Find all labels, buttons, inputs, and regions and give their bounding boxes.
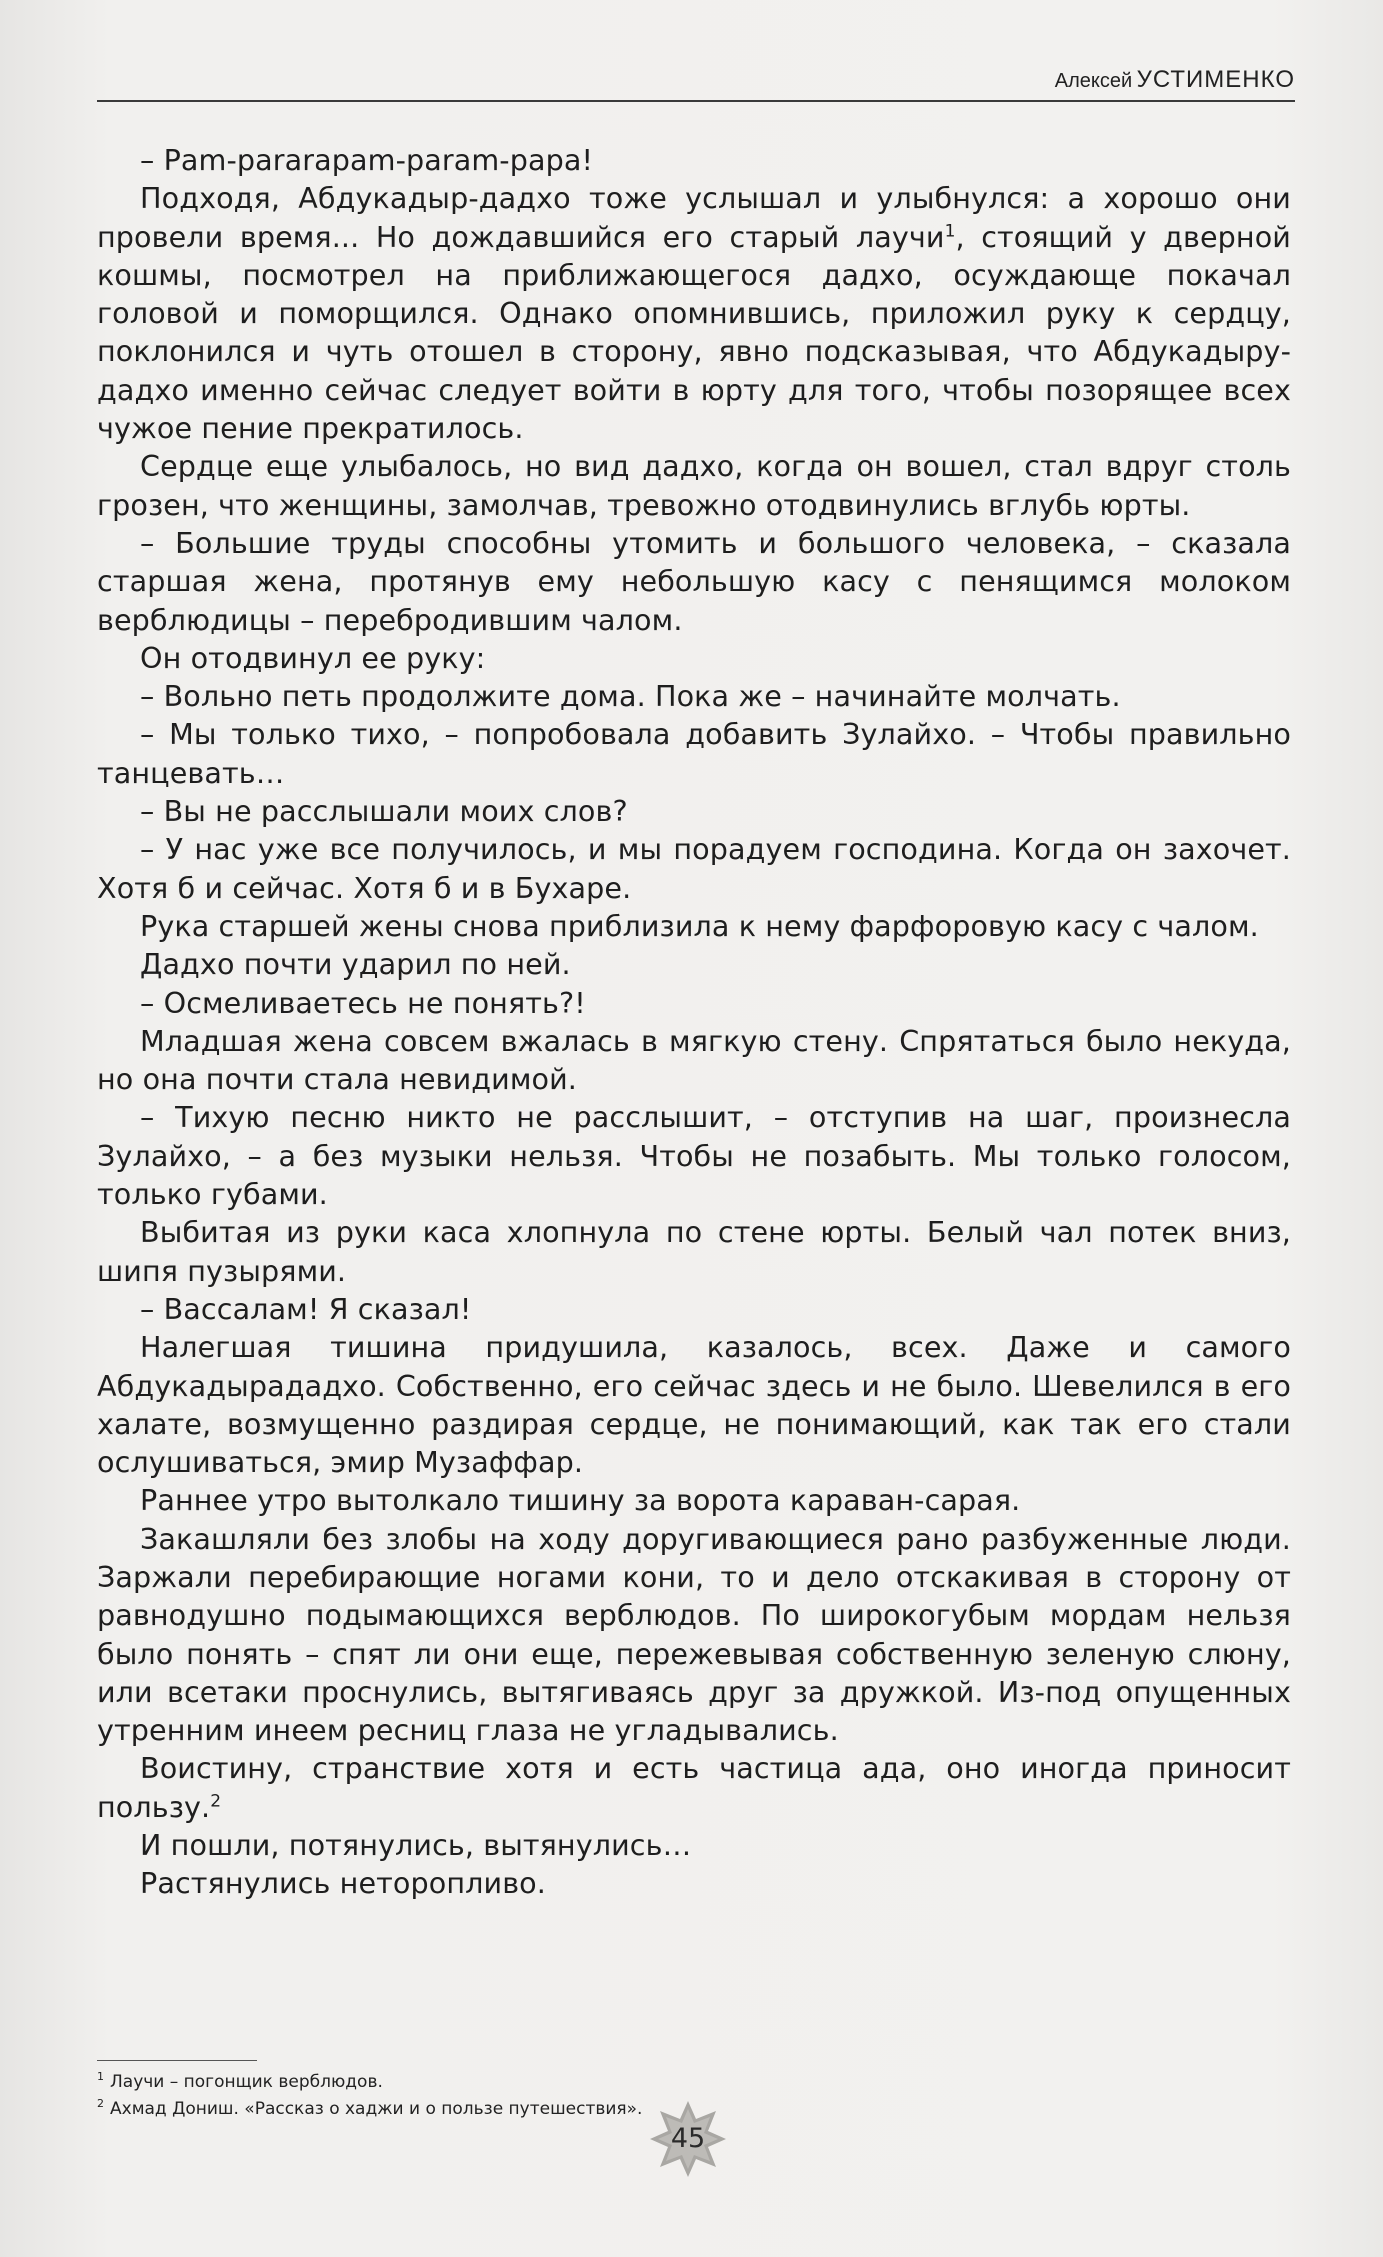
paragraph [97, 1749, 1291, 1826]
footnote [97, 2096, 997, 2123]
paragraph: Закашляли без злобы на ходу доругивающиеся рано разбуженные люди. Заржали перебирающие ногами кони, то и дело отскакивая в сторону от равнодушно подымающихся верблюдов. По широкогубым мордам нельзя было понять – спят ли они еще, пережевывая собственную зеленую слюну, или всетаки проснулись, вытягиваясь друг за дружкой. Из-под опущенных утренним инеем ресниц глаза не угладывались. [97, 1521, 1291, 1748]
paragraph: – Большие труды способны утомить и большого человека, – сказала старшая жена, протянув ему небольшую касу с пенящимся молоком верблюдицы – перебродившим чалом. [97, 525, 1291, 637]
paragraph: – У нас уже все получилось, и мы порадуем господина. Когда он захочет. Хотя б и сейчас. Хотя б и в Бухаре. [97, 832, 1291, 905]
paragraph: – Мы только тихо, – попробовала добавить Зулайхо. – Чтобы правильно танцевать… [97, 717, 1291, 790]
footnote-mark: 2 [210, 1791, 222, 1812]
paragraph [97, 179, 1291, 447]
paragraph: Младшая жена совсем вжалась в мягкую стену. Спрятаться было некуда, но она почти стала невидимой. [97, 1023, 1291, 1097]
footnote-text: Лаучи – погонщик верблюдов. [110, 2072, 383, 2092]
paragraph-text: Воистину, странствие хотя и есть частица ада, оно иногда приносит пользу. [97, 1751, 1291, 1824]
footnote-number: 2 [97, 2097, 104, 2111]
paragraph: – Рam-pararapam-param-papa! [140, 143, 594, 177]
paragraph: Рука старшей жены снова приблизила к нему фарфоровую касу с чалом. [140, 908, 1259, 943]
footnote-mark: 1 [944, 221, 956, 242]
footnote-text: Ахмад Дониш. «Рассказ о хаджи и о пользе путешествия». [110, 2099, 643, 2119]
page-number: 45 [670, 2123, 706, 2154]
paragraph: Раннее утро вытолкало тишину за ворота караван-сарая. [140, 1483, 1021, 1518]
footnote-rule [97, 2060, 257, 2061]
running-header [97, 66, 1295, 102]
page-number-badge [648, 2099, 728, 2179]
author-last-name: УСТИМЕНКО [1136, 66, 1295, 93]
paragraph: Налегшая тишина придушила, казалось, всех. Даже и самого Абдукадырададхо. Собственно, его сейчас здесь и не было. Шевелился в его халате, возмущенно раздирая сердце, не понимающий, как так его стали ослушиваться, эмир Музаффар. [97, 1330, 1291, 1480]
paragraph: Растянулись неторопливо. [140, 1866, 546, 1901]
footnotes [97, 2069, 997, 2123]
paragraph: – Вассалам! Я сказал! [140, 1291, 472, 1326]
paragraph: – Осмеливаетесь не понять?! [140, 985, 586, 1020]
body-text [97, 141, 1291, 1903]
paragraph: – Вольно петь продолжите дома. Пока же – начинайте молчать. [140, 679, 1121, 714]
paragraph: Он отодвинул ее руку: [140, 640, 486, 675]
paragraph: Дадхо почти ударил по ней. [140, 947, 571, 982]
paragraph: – Вы не расслышали моих слов? [140, 794, 628, 829]
author-first-name: Алексей [1054, 70, 1133, 92]
footnote-number: 1 [97, 2070, 104, 2084]
paragraph: Сердце еще улыбалось, но вид дадхо, когда он вошел, стал вдруг столь грозен, что женщины, замолчав, тревожно отодвинулись вглубь юрты. [97, 449, 1291, 522]
footnote [97, 2069, 997, 2096]
paragraph: Выбитая из руки каса хлопнула по стене юрты. Белый чал потек вниз, шипя пузырями. [97, 1215, 1291, 1288]
paragraph: И пошли, потянулись, вытянулись… [140, 1828, 692, 1863]
paragraph-text: Подходя, Абдукадыр-дадхо тоже услышал и улыбнулся: а хорошо они провели время... Но дождавшийся его старый лаучи [97, 181, 1291, 254]
paragraph: – Тихую песню никто не расслышит, – отступив на шаг, произнесла Зулайхо, – а без музыки нельзя. Чтобы не позабыть. Мы только голосом, только губами. [97, 1100, 1291, 1212]
paragraph-text-continued: , стоящий у дверной кошмы, посмотрел на приближающегося дадхо, осуждающе покачал головой и поморщился. Однако опомнившись, приложил руку к сердцу, поклонился и чуть отошел в сторону, явно подсказывая, что Абдукадыру-дадхо именно сейчас следует войти в юрту для того, чтобы позорящее всех чужое пение прекратилось. [97, 219, 1291, 446]
